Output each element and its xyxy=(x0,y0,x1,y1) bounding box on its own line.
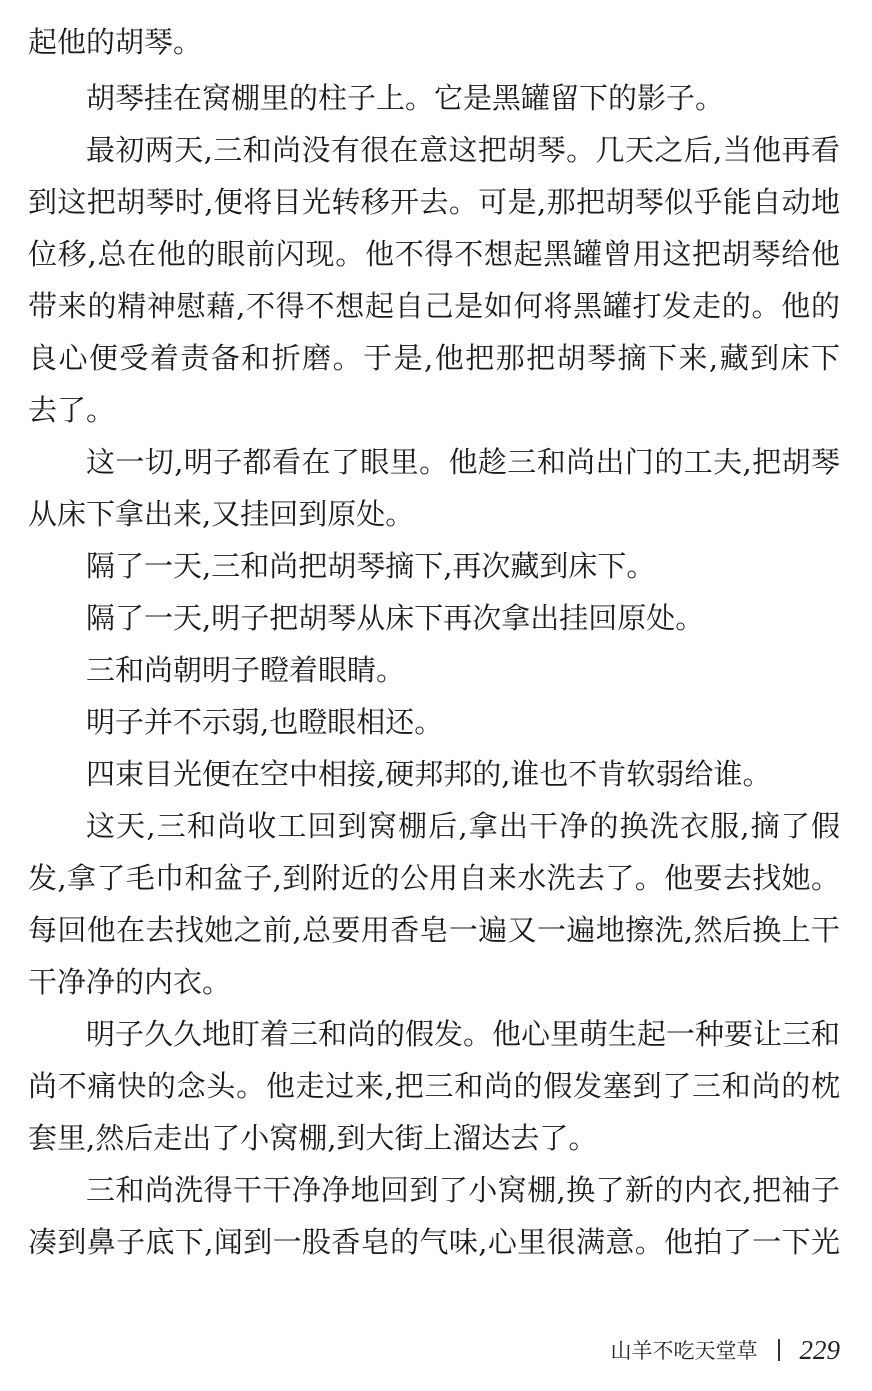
text-line: 最初两天,三和尚没有很在意这把胡琴。几天之后,当他再看 xyxy=(86,133,840,167)
text-line: 隔了一天,明子把胡琴从床下再次拿出挂回原处。 xyxy=(86,601,705,635)
page-footer xyxy=(611,1330,841,1370)
text-line: 三和尚洗得干干净净地回到了小窝棚,换了新的内衣,把袖子 xyxy=(86,1173,840,1207)
text-line: 带来的精神慰藉,不得不想起自己是如何将黑罐打发走的。他的 xyxy=(28,289,840,323)
text-line: 尚不痛快的念头。他走过来,把三和尚的假发塞到了三和尚的枕 xyxy=(28,1069,840,1103)
text-line: 三和尚朝明子瞪着眼睛。 xyxy=(86,653,406,687)
text-line: 从床下拿出来,又挂回到原处。 xyxy=(28,497,415,531)
text-line: 四束目光便在空中相接,硬邦邦的,谁也不肯软弱给谁。 xyxy=(86,757,772,791)
text-line: 干净净的内衣。 xyxy=(28,965,232,999)
text-line: 到这把胡琴时,便将目光转移开去。可是,那把胡琴似乎能自动地 xyxy=(28,185,840,219)
text-line: 套里,然后走出了小窝棚,到大街上溜达去了。 xyxy=(28,1121,598,1155)
text-line: 凑到鼻子底下,闻到一股香皂的气味,心里很满意。他拍了一下光 xyxy=(28,1225,840,1259)
text-line: 去了。 xyxy=(28,393,116,427)
text-line: 这天,三和尚收工回到窝棚后,拿出干净的换洗衣服,摘了假 xyxy=(86,809,840,843)
text-line: 位移,总在他的眼前闪现。他不得不想起黑罐曾用这把胡琴给他 xyxy=(28,237,840,271)
text-line: 胡琴挂在窝棚里的柱子上。它是黑罐留下的影子。 xyxy=(86,81,725,115)
running-title: 山羊不吃天堂草 xyxy=(610,1339,758,1363)
page-number: 229 xyxy=(799,1334,840,1365)
text-line: 起他的胡琴。 xyxy=(28,25,203,59)
text-line: 这一切,明子都看在了眼里。他趁三和尚出门的工夫,把胡琴 xyxy=(86,445,840,479)
text-line: 良心便受着责备和折磨。于是,他把那把胡琴摘下来,藏到床下 xyxy=(28,341,840,375)
footer-divider xyxy=(778,1339,780,1361)
text-line: 明子久久地盯着三和尚的假发。他心里萌生起一种要让三和 xyxy=(86,1017,841,1051)
text-line: 明子并不示弱,也瞪眼相还。 xyxy=(86,705,444,739)
text-line: 每回他在去找她之前,总要用香皂一遍又一遍地擦洗,然后换上干 xyxy=(28,913,840,947)
text-line: 发,拿了毛巾和盆子,到附近的公用自来水洗去了。他要去找她。 xyxy=(28,861,840,895)
text-line: 隔了一天,三和尚把胡琴摘下,再次藏到床下。 xyxy=(86,549,656,583)
